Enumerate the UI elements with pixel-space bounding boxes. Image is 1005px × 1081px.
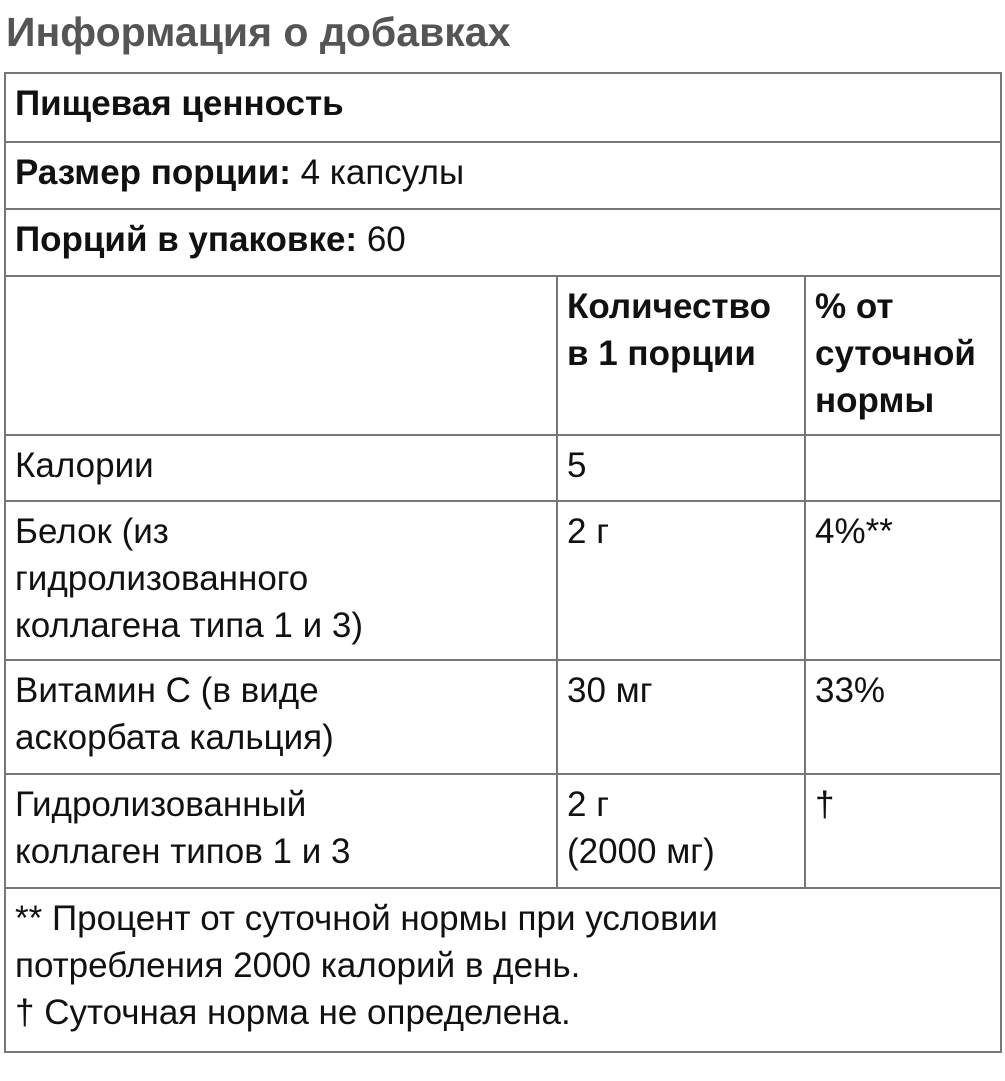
nutrient-amount-line: 5 [567,446,587,485]
facts-title-row [5,73,1001,142]
column-header-name [5,276,557,435]
column-header-dv-line: % от [815,287,894,326]
table-row [5,501,1001,660]
nutrient-name-line: Витамин C (в виде [15,671,319,710]
table-row [5,660,1001,774]
nutrient-amount-line: 2 г [567,512,609,551]
nutrient-name-line: аскорбата кальция) [15,718,334,757]
footnotes [5,888,1001,1052]
column-header-dv-line: суточной [815,334,976,373]
nutrient-daily-value: 33% [805,660,1001,774]
table-row [5,774,1001,888]
column-header-amount-line: Количество [567,287,771,326]
nutrient-amount [557,660,805,774]
nutrient-name [5,501,557,660]
footnote-line: потребления 2000 калорий в день. [15,946,581,985]
nutrient-name-line: коллагена типа 1 и 3) [15,606,364,645]
nutrient-name-line: коллаген типов 1 и 3 [15,832,351,871]
nutrient-name-line: гидролизованного [15,559,309,598]
nutrient-daily-value: † [805,774,1001,888]
nutrient-amount [557,774,805,888]
serving-size-label: Размер порции: [15,153,291,192]
column-header-row [5,276,1001,435]
nutrient-amount-line: 2 г [567,785,609,824]
column-header-daily-value [805,276,1001,435]
nutrient-name-line: Белок (из [15,512,169,551]
supplement-facts-table [4,72,1002,1053]
servings-per-container-row [5,209,1001,276]
nutrient-amount-line: (2000 мг) [567,832,715,871]
footnote-line: † Суточная норма не определена. [15,993,571,1032]
facts-title: Пищевая ценность [5,73,1001,142]
nutrient-daily-value [805,435,1001,501]
footnote-line: ** Процент от суточной нормы при условии [15,899,718,938]
nutrient-name [5,660,557,774]
nutrient-amount [557,501,805,660]
nutrient-amount-line: 30 мг [567,671,653,710]
serving-size-row [5,142,1001,209]
column-header-amount [557,276,805,435]
nutrient-name-line: Гидролизованный [15,785,307,824]
table-row [5,435,1001,501]
nutrient-name [5,435,557,501]
nutrient-amount [557,435,805,501]
nutrient-name-line: Калории [15,446,154,485]
servings-per-container-value: 60 [366,220,406,259]
page-title: Информация о добавках [6,9,511,55]
servings-per-container-label: Порций в упаковке: [15,220,358,259]
serving-size-value: 4 капсулы [300,153,465,192]
column-header-amount-line: в 1 порции [567,334,756,373]
nutrient-name [5,774,557,888]
column-header-dv-line: нормы [815,381,935,420]
footnote-row [5,888,1001,1052]
nutrient-daily-value: 4%** [805,501,1001,660]
